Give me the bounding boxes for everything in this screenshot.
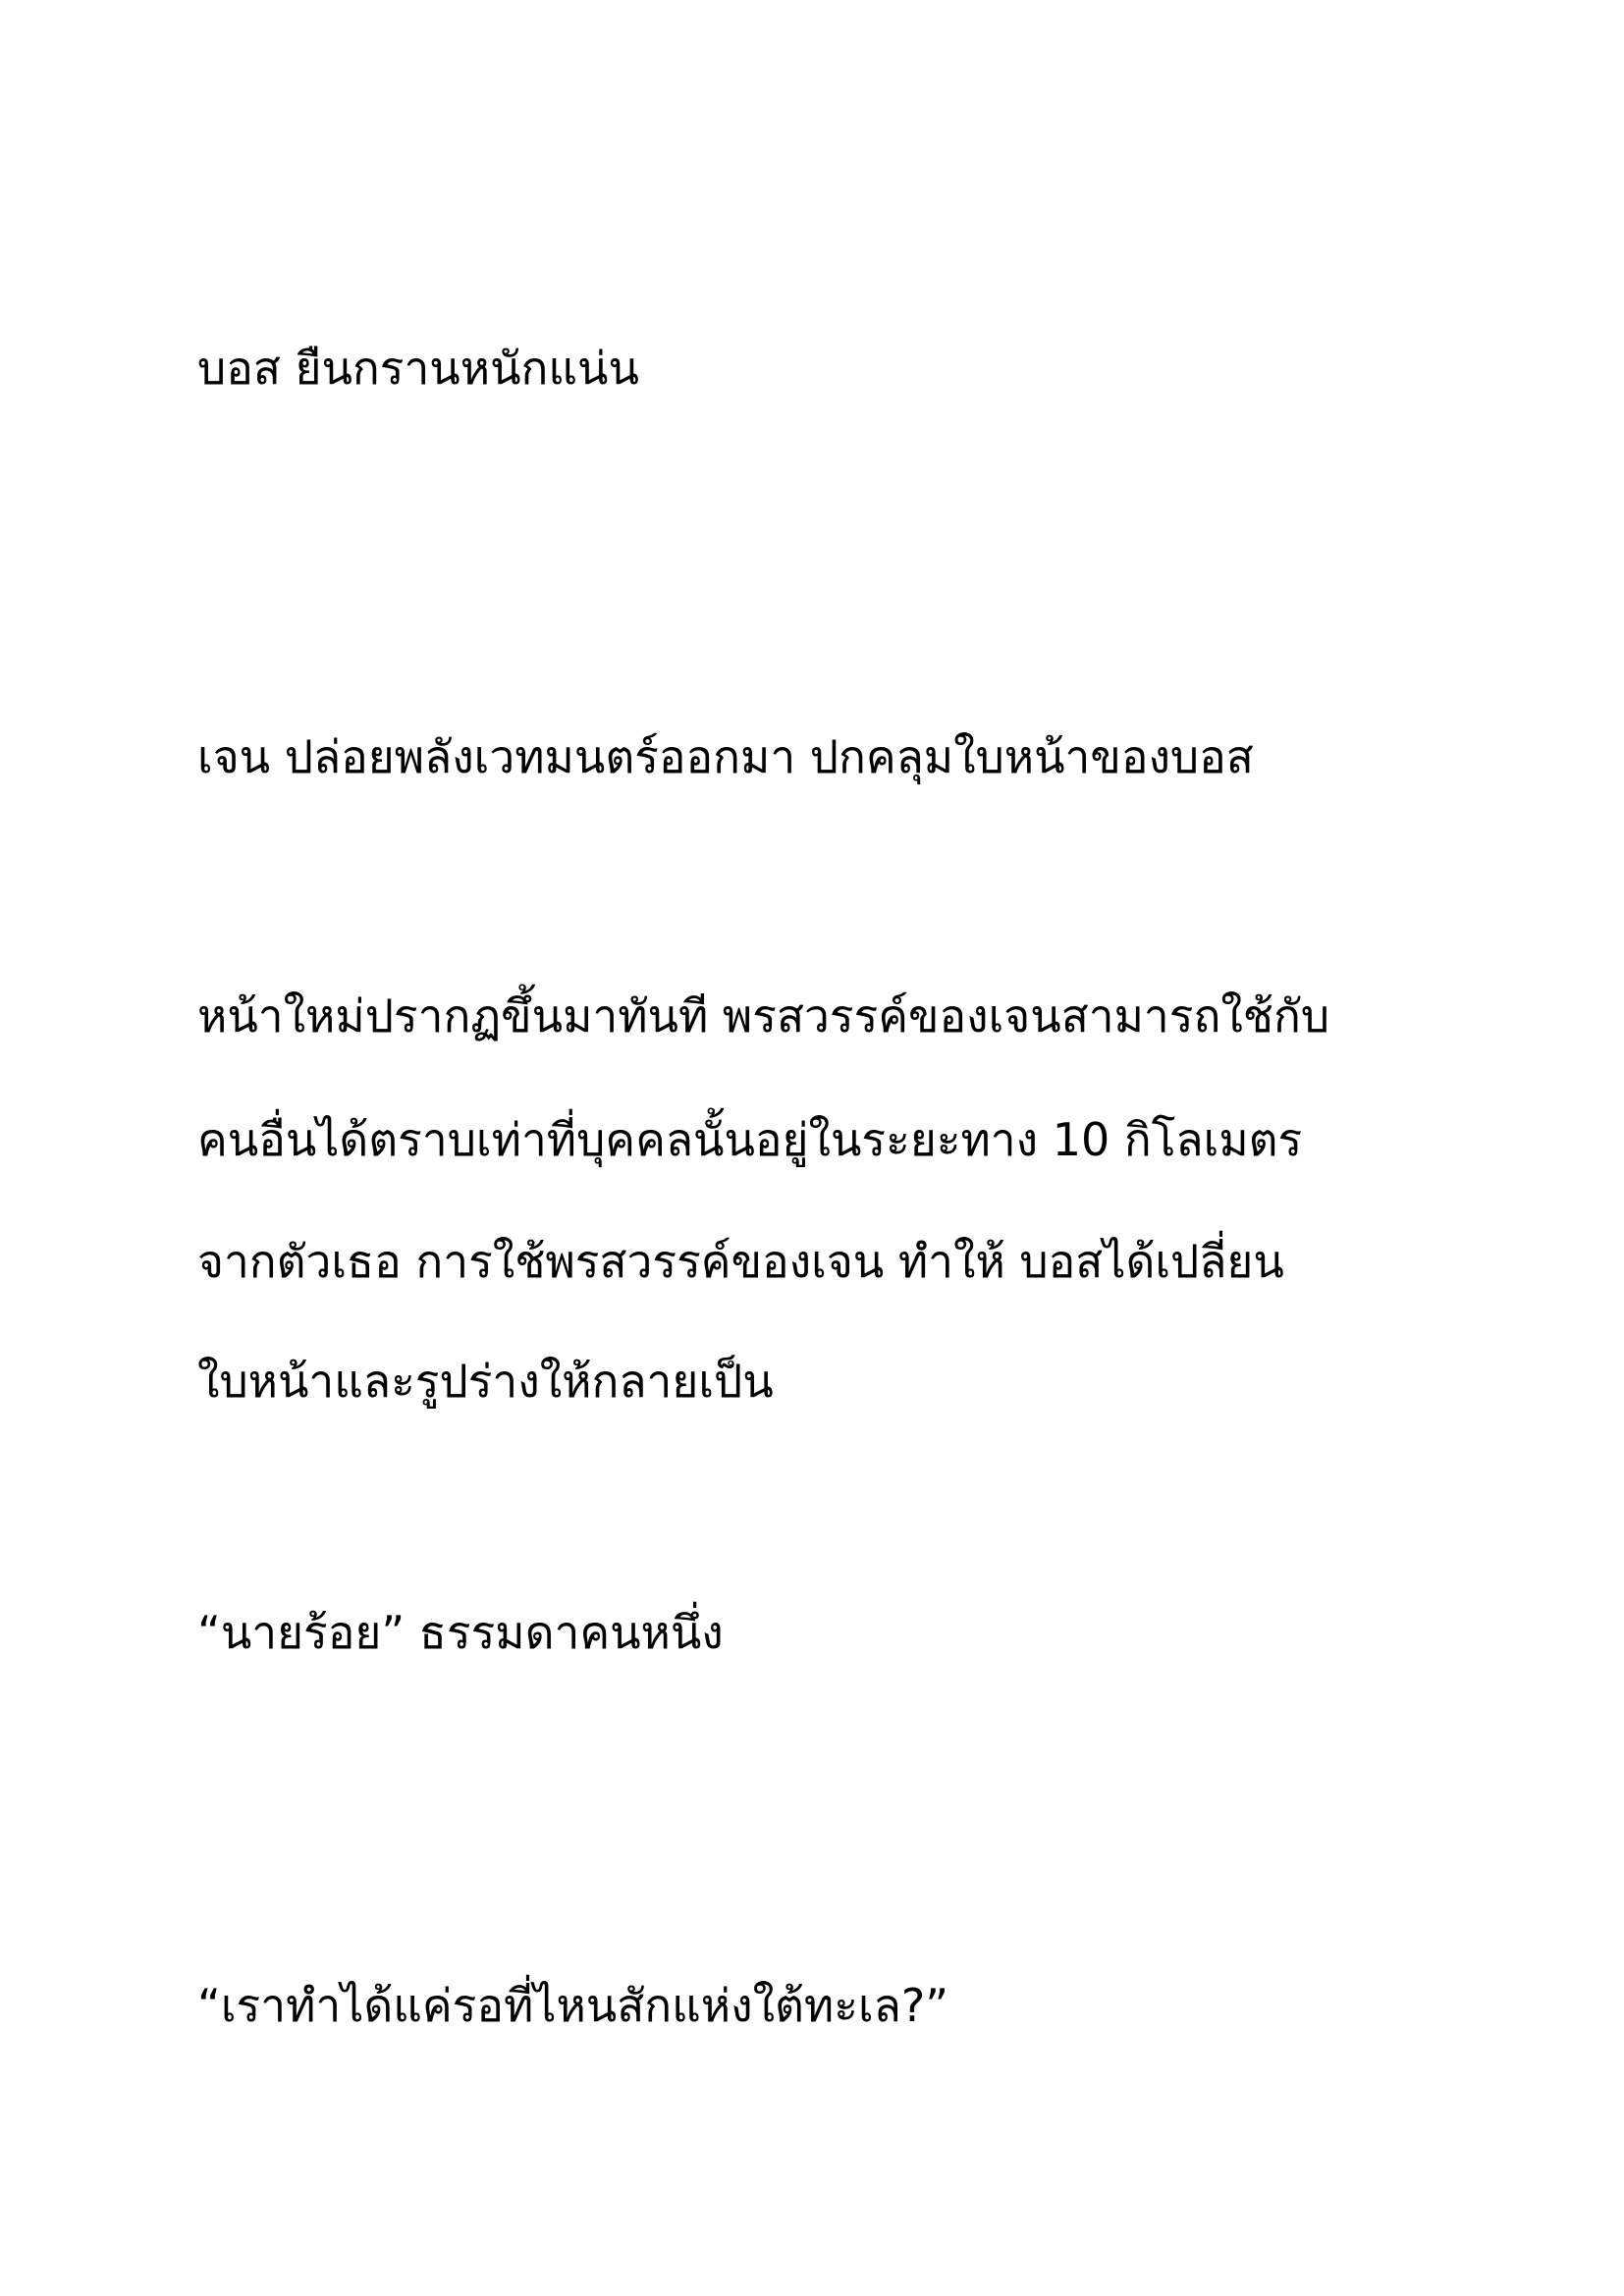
paragraph-line: จากตัวเธอ การใช้พรสวรรค์ของเจน ทำให้ บอสได้เปลี่ยน [197,1235,1284,1288]
paragraph-line: หน้าใหม่ปรากฏขึ้นมาทันที พรสวรรค์ของเจนสามารถใช้กับ [197,989,1330,1042]
paragraph-line: บอส ยืนกรานหนักแน่น [197,342,639,395]
paragraph-line: “เราทำได้แค่รอที่ไหนสักแห่งใต้ทะเล?” [197,1979,949,2032]
paragraph-line: คนอื่นได้ตราบเท่าที่บุคคลนั้นอยู่ในระยะทาง 10 กิโลเมตร [197,1113,1303,1166]
paragraph-line: เจน ปล่อยพลังเวทมนตร์ออกมา ปกคลุมใบหน้าของบอส [197,730,1254,783]
paragraph-line: “นายร้อย” ธรรมดาคนหนึ่ง [197,1606,724,1659]
paragraph-line: ใบหน้าและรูปร่างให้กลายเป็น [197,1355,774,1408]
